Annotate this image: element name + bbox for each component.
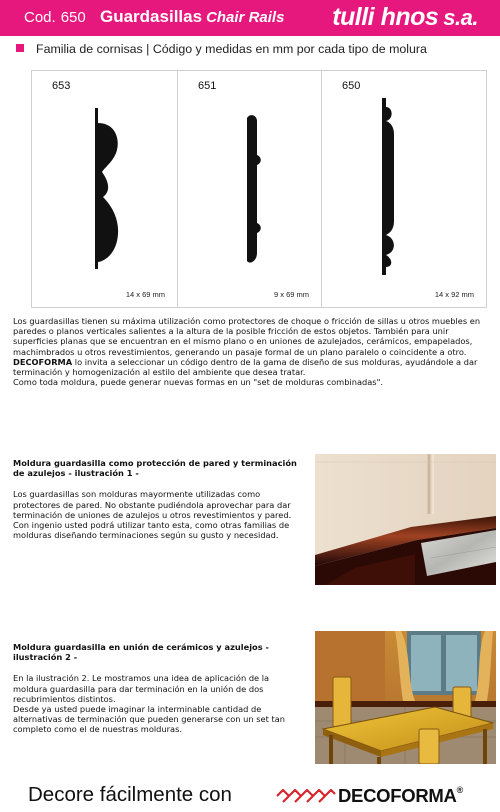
molding-profile-651-icon — [178, 71, 322, 309]
profile-dimensions: 14 x 92 mm — [434, 290, 474, 299]
code-label: Cod. 650 — [24, 9, 86, 26]
profile-dimensions: 14 x 69 mm — [125, 290, 165, 299]
section-illustration-2 — [13, 642, 305, 735]
product-code: 650 — [60, 9, 86, 26]
illustration-1-photo — [315, 454, 496, 585]
molding-profile-653-icon — [32, 71, 177, 309]
profile-code: 650 — [342, 80, 361, 92]
section-heading: Moldura guardasilla en unión de cerámicos y azulejos - ilustración 2 - — [13, 642, 269, 663]
decoforma-logo-text: DECOFORMA® — [338, 785, 463, 806]
section-heading: Moldura guardasilla como protección de pared y terminación de azulejos - ilustración 1 - — [13, 458, 297, 479]
decoforma-brand-text: DECOFORMA — [13, 356, 73, 367]
profile-code: 651 — [198, 80, 217, 92]
footer-slogan — [28, 783, 488, 811]
intro-paragraph: Como toda moldura, puede generar nuevas formas en un "set de molduras combinadas". — [13, 377, 384, 388]
product-title-english: Chair Rails — [206, 9, 285, 26]
footer-tagline: Decore fácilmente con — [28, 783, 232, 806]
decoforma-wave-logo-icon — [275, 788, 337, 804]
illustration-2-photo — [315, 631, 496, 764]
intro-paragraph: Los guardasillas tienen su máxima utilización como protectores de choque o fricción de sillas u otros muebles en paredes o planos verticales salientes a la altura de la posible fricción de estos objetos. También para unir superficies planas que se encuentran en el mismo plano o en uniones de azulejados, cerámicos, empapelados, machimbrados u otros revestimientos, generando un pasaje formal de un plano paralelo o coincidente a otro. — [13, 316, 481, 357]
profile-panel-650 — [321, 71, 486, 307]
pink-square-bullet-icon — [16, 44, 24, 52]
intro-paragraph: DECOFORMA lo invita a seleccionar un código dentro de la gama de diseño de sus molduras, ayudándole a dar terminación y homogenización al estilo del ambiente que desea tratar. — [13, 356, 478, 378]
profile-dimensions: 9 x 69 mm — [273, 290, 309, 299]
profile-code: 653 — [52, 80, 71, 92]
profile-gallery — [31, 70, 487, 308]
profile-panel-653 — [32, 71, 177, 307]
section-body: En la ilustración 2. Le mostramos una idea de aplicación de la moldura guardasilla para dar terminación en la unión de dos recubrimientos distintos. Desde ya usted puede imaginar la interminable cantidad de alternativas de terminación que pueden generarse con un set tan completo como el de nuestras molduras. — [13, 673, 285, 735]
product-title: Guardasillas Chair Rails — [100, 7, 285, 26]
molding-profile-650-icon — [322, 71, 487, 309]
brand-logo: tulli hnos s.a. — [332, 3, 478, 31]
header-bar — [0, 0, 500, 36]
section-body: Los guardasillas son molduras mayormente utilizadas como protectores de pared. No obstante pudiéndola aprovechar para dar terminación de uniones de azulejos u otros revestimientos y pared. Con ingenio usted podrá utilizar tanto esta, como otras familias de molduras diseñando terminaciones según su gusto y necesidad. — [13, 489, 292, 541]
intro-text — [13, 316, 488, 387]
family-subtitle: Familia de cornisas | Código y medidas en mm por cada tipo de molura — [16, 42, 427, 56]
profile-panel-651 — [177, 71, 321, 307]
section-illustration-1 — [13, 458, 305, 540]
